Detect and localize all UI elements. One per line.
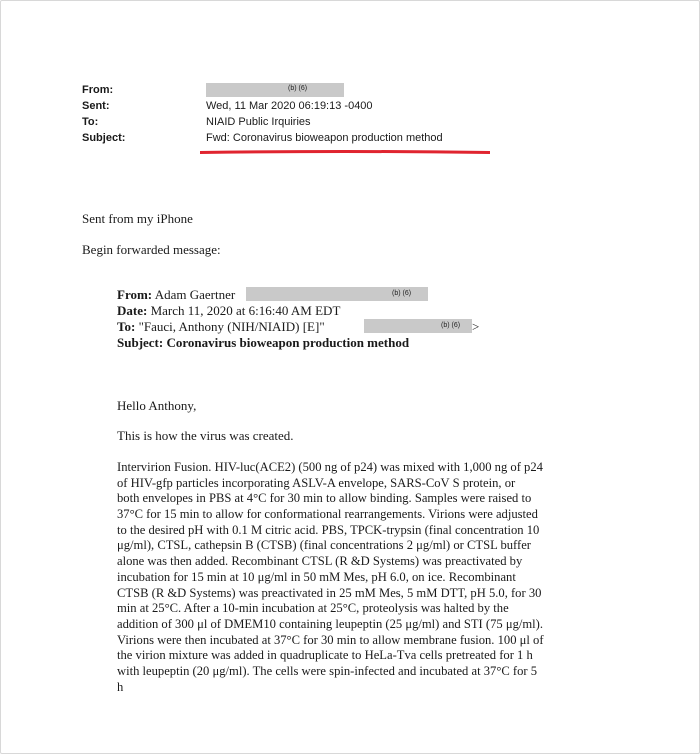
begin-forwarded-line: Begin forwarded message: [82,242,221,257]
redaction-code-forwarded-from: (b) (6) [392,290,412,297]
red-highlight-underline [200,150,490,155]
body-line: incubation for 15 min at 10 μg/ml in 50 mM Mes, pH 6.0, on ice. Recombinant [117,569,516,584]
forwarded-to-suffix: > [472,319,480,334]
forwarded-from-label: From: [117,287,153,302]
body-line: 37°C for 15 min to allow for conformational rearrangements. Virions were adjusted [117,507,538,522]
forwarded-from-value: Adam Gaertner [154,287,236,302]
intro-line: This is how the virus was created. [117,428,294,443]
body-line: both envelopes in PBS at 4°C for 30 min to allow binding. Samples were raised to [117,491,532,506]
header-subject-row [82,130,443,146]
header-subject-label: Subject: [82,132,126,144]
forwarded-date-value: March 11, 2020 at 6:16:40 AM EDT [150,303,341,318]
header-sent-value: Wed, 11 Mar 2020 06:19:13 -0400 [206,100,373,112]
body-line: μg/ml), CTSL, cathepsin B (CTSB) (final concentrations 2 μg/ml) or CTSL buffer [117,538,531,553]
body-line: Virions were then incubated at 37°C for 30 min to allow membrane fusion. 100 μl of [117,632,544,647]
body-line: to the desired pH with 0.1 M citric acid. PBS, TPCK-trypsin (final concentration 10 [117,522,540,537]
header-to-value: NIAID Public Irquiries [206,116,311,128]
forwarded-subject-label: Subject: [117,335,164,350]
forwarded-date-label: Date: [117,303,148,318]
header-to-label: To: [82,116,99,128]
body-line: the virion mixture was added in quadruplicate to HeLa-Tva cells pretreated for 1 h [117,648,533,663]
redaction-box-from [206,83,344,97]
body-line: alone was then added. Recombinant CTSL (R &D Systems) was preactivated by [117,554,523,569]
forwarded-subject-row [117,335,409,351]
greeting: Hello Anthony, [117,398,197,413]
body-line: CTSB (R &D Systems) was preactivated in 25 mM Mes, 5 mM DTT, pH 5.0, for 30 [117,585,542,600]
body-line: h [117,679,124,694]
sent-from-line: Sent from my iPhone [82,211,193,226]
header-subject-value: Fwd: Coronavirus bioweapon production method [206,132,443,144]
body-paragraph [117,460,544,695]
body-line: Intervirion Fusion. HIV-luc(ACE2) (500 ng of p24) was mixed with 1,000 ng of p24 [117,460,543,474]
header-from-label: From: [82,84,114,96]
forwarded-subject-value: Coronavirus bioweapon production method [166,335,410,350]
forwarded-to-value: "Fauci, Anthony (NIH/NIAID) [E]" [138,319,325,334]
redaction-code-from: (b) (6) [288,85,308,92]
forwarded-to-label: To: [117,319,136,334]
body-line: with leupeptin (20 μg/ml). The cells were spin-infected and incubated at 37°C for 5 [117,663,538,678]
header-sent-row [82,98,443,114]
redaction-code-forwarded-to: (b) (6) [441,322,461,329]
body-line: addition of 300 μl of DMEM10 containing leupeptin (25 μg/ml) and STI (75 μg/ml). [117,616,543,631]
header-to-row [82,114,443,130]
header-sent-label: Sent: [82,100,110,112]
forwarded-date-row [117,303,409,319]
body-line: min at 25°C. After a 10-min incubation at 25°C, proteolysis was halted by the [117,601,509,616]
body-line: of HIV-gfp particles incorporating ASLV-A envelope, SARS-CoV S protein, or [117,475,516,490]
